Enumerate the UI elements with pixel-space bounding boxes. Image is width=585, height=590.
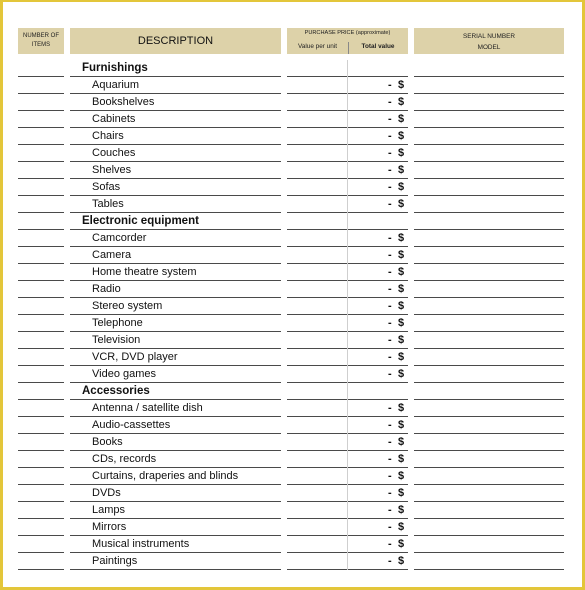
row-rule (287, 314, 347, 315)
row-rule (287, 569, 347, 570)
price-column-separator (347, 60, 348, 570)
row-rule (70, 76, 281, 77)
category-heading: Electronic equipment (82, 215, 199, 227)
row-rule (18, 416, 64, 417)
total-value-placeholder: - (388, 283, 392, 295)
row-rule (70, 552, 281, 553)
item-description: Audio-cassettes (92, 419, 171, 431)
currency-symbol: $ (398, 368, 405, 380)
currency-symbol: $ (398, 266, 405, 278)
row-rule (70, 314, 281, 315)
total-value-placeholder: - (388, 147, 392, 159)
row-rule (70, 212, 281, 213)
row-rule (18, 178, 64, 179)
row-rule (18, 161, 64, 162)
row-rule (348, 501, 408, 502)
row-rule (18, 501, 64, 502)
item-description: Bookshelves (92, 96, 155, 108)
row-rule (18, 467, 64, 468)
total-value-placeholder: - (388, 130, 392, 142)
row-rule (18, 263, 64, 264)
row-rule (287, 552, 347, 553)
total-value-placeholder: - (388, 351, 392, 363)
row-rule (287, 93, 347, 94)
row-rule (18, 535, 64, 536)
item-description: Sofas (92, 181, 121, 193)
total-value-placeholder: - (388, 79, 392, 91)
item-description: Home theatre system (92, 266, 197, 278)
item-description: CDs, records (92, 453, 157, 465)
total-value-placeholder: - (388, 555, 392, 567)
row-rule (348, 178, 408, 179)
row-rule (348, 467, 408, 468)
total-value-placeholder: - (388, 249, 392, 261)
currency-symbol: $ (398, 334, 405, 346)
row-rule (287, 178, 347, 179)
row-rule (70, 93, 281, 94)
item-description: Lamps (92, 504, 126, 516)
row-rule (414, 110, 564, 111)
row-rule (70, 569, 281, 570)
currency-symbol: $ (398, 555, 405, 567)
row-rule (18, 450, 64, 451)
row-rule (414, 195, 564, 196)
row-rule (348, 416, 408, 417)
currency-symbol: $ (398, 419, 405, 431)
row-rule (18, 144, 64, 145)
total-value-placeholder: - (388, 164, 392, 176)
row-rule (70, 263, 281, 264)
row-rule (18, 212, 64, 213)
row-rule (414, 263, 564, 264)
row-rule (287, 467, 347, 468)
row-rule (287, 229, 347, 230)
row-rule (287, 297, 347, 298)
header-purchase-price-label: PURCHASE PRICE (approximate) (304, 30, 391, 36)
total-value-placeholder: - (388, 504, 392, 516)
row-rule (414, 382, 564, 383)
row-rule (414, 484, 564, 485)
currency-symbol: $ (398, 249, 405, 261)
total-value-placeholder: - (388, 181, 392, 193)
total-value-placeholder: - (388, 402, 392, 414)
header-number-of-items (18, 28, 64, 54)
row-rule (414, 178, 564, 179)
row-rule (348, 229, 408, 230)
row-rule (348, 161, 408, 162)
total-value-placeholder: - (388, 470, 392, 482)
row-rule (348, 365, 408, 366)
item-description: Camera (92, 249, 132, 261)
row-rule (18, 518, 64, 519)
row-rule (18, 399, 64, 400)
item-description: Mirrors (92, 521, 127, 533)
row-rule (287, 280, 347, 281)
row-rule (70, 450, 281, 451)
row-rule (287, 433, 347, 434)
row-rule (287, 212, 347, 213)
currency-symbol: $ (398, 504, 405, 516)
row-rule (287, 365, 347, 366)
row-rule (70, 195, 281, 196)
row-rule (414, 280, 564, 281)
row-rule (287, 399, 347, 400)
row-rule (287, 110, 347, 111)
row-rule (414, 229, 564, 230)
total-value-placeholder: - (388, 266, 392, 278)
item-description: VCR, DVD player (92, 351, 178, 363)
total-value-placeholder: - (388, 198, 392, 210)
row-rule (348, 535, 408, 536)
item-description: Radio (92, 283, 121, 295)
row-rule (18, 433, 64, 434)
currency-symbol: $ (398, 96, 405, 108)
header-model-label: MODEL (477, 44, 501, 51)
total-value-placeholder: - (388, 317, 392, 329)
row-rule (348, 110, 408, 111)
row-rule (287, 382, 347, 383)
total-value-placeholder: - (388, 436, 392, 448)
total-value-placeholder: - (388, 419, 392, 431)
item-description: Television (92, 334, 141, 346)
item-description: Stereo system (92, 300, 163, 312)
item-description: Chairs (92, 130, 124, 142)
row-rule (348, 331, 408, 332)
header-value-per-unit: Value per unit (298, 43, 337, 50)
row-rule (70, 178, 281, 179)
row-rule (348, 280, 408, 281)
item-description: Curtains, draperies and blinds (92, 470, 239, 482)
row-rule (70, 348, 281, 349)
row-rule (18, 195, 64, 196)
row-rule (70, 433, 281, 434)
row-rule (348, 314, 408, 315)
currency-symbol: $ (398, 470, 405, 482)
currency-symbol: $ (398, 351, 405, 363)
currency-symbol: $ (398, 147, 405, 159)
row-rule (287, 246, 347, 247)
row-rule (414, 161, 564, 162)
header-total-value: Total value (361, 43, 395, 50)
row-rule (287, 76, 347, 77)
header-number-of-items-label: NUMBER OF ITEMS (23, 33, 59, 48)
row-rule (414, 144, 564, 145)
row-rule (414, 314, 564, 315)
item-description: Video games (92, 368, 157, 380)
category-heading: Accessories (82, 385, 150, 397)
row-rule (70, 229, 281, 230)
row-rule (18, 382, 64, 383)
row-rule (70, 144, 281, 145)
row-rule (414, 552, 564, 553)
row-rule (414, 518, 564, 519)
row-rule (414, 212, 564, 213)
item-description: Tables (92, 198, 124, 210)
total-value-placeholder: - (388, 232, 392, 244)
row-rule (414, 467, 564, 468)
currency-symbol: $ (398, 538, 405, 550)
header-description (70, 28, 281, 54)
row-rule (348, 552, 408, 553)
row-rule (70, 535, 281, 536)
item-description: Camcorder (92, 232, 147, 244)
row-rule (348, 518, 408, 519)
row-rule (348, 450, 408, 451)
row-rule (70, 501, 281, 502)
total-value-placeholder: - (388, 96, 392, 108)
row-rule (348, 93, 408, 94)
total-value-placeholder: - (388, 487, 392, 499)
row-rule (18, 93, 64, 94)
row-rule (348, 569, 408, 570)
row-rule (287, 127, 347, 128)
row-rule (414, 93, 564, 94)
header-description-label: DESCRIPTION (137, 35, 214, 47)
row-rule (414, 535, 564, 536)
row-rule (18, 127, 64, 128)
row-rule (287, 416, 347, 417)
row-rule (414, 365, 564, 366)
row-rule (414, 569, 564, 570)
row-rule (414, 127, 564, 128)
currency-symbol: $ (398, 232, 405, 244)
row-rule (70, 416, 281, 417)
row-rule (287, 263, 347, 264)
item-description: Antenna / satellite dish (92, 402, 203, 414)
row-rule (414, 246, 564, 247)
row-rule (70, 127, 281, 128)
row-rule (70, 110, 281, 111)
currency-symbol: $ (398, 113, 405, 125)
item-description: DVDs (92, 487, 121, 499)
currency-symbol: $ (398, 436, 405, 448)
row-rule (18, 552, 64, 553)
row-rule (70, 382, 281, 383)
currency-symbol: $ (398, 283, 405, 295)
row-rule (414, 450, 564, 451)
row-rule (348, 263, 408, 264)
header-purchase-price (287, 28, 408, 54)
row-rule (18, 314, 64, 315)
currency-symbol: $ (398, 402, 405, 414)
currency-symbol: $ (398, 521, 405, 533)
row-rule (348, 76, 408, 77)
row-rule (348, 433, 408, 434)
row-rule (70, 484, 281, 485)
row-rule (70, 331, 281, 332)
row-rule (70, 280, 281, 281)
row-rule (18, 280, 64, 281)
row-rule (70, 467, 281, 468)
row-rule (18, 365, 64, 366)
item-description: Books (92, 436, 123, 448)
row-rule (287, 331, 347, 332)
row-rule (348, 127, 408, 128)
item-description: Aquarium (92, 79, 140, 91)
currency-symbol: $ (398, 317, 405, 329)
row-rule (414, 348, 564, 349)
currency-symbol: $ (398, 130, 405, 142)
header-serial-number (414, 28, 564, 54)
row-rule (18, 76, 64, 77)
row-rule (348, 399, 408, 400)
row-rule (18, 484, 64, 485)
currency-symbol: $ (398, 300, 405, 312)
row-rule (287, 144, 347, 145)
row-rule (18, 348, 64, 349)
row-rule (414, 399, 564, 400)
currency-symbol: $ (398, 487, 405, 499)
row-rule (70, 161, 281, 162)
total-value-placeholder: - (388, 538, 392, 550)
row-rule (414, 416, 564, 417)
row-rule (287, 450, 347, 451)
row-rule (70, 246, 281, 247)
row-rule (287, 161, 347, 162)
total-value-placeholder: - (388, 453, 392, 465)
item-description: Telephone (92, 317, 143, 329)
row-rule (287, 484, 347, 485)
row-rule (414, 433, 564, 434)
row-rule (287, 195, 347, 196)
row-rule (348, 195, 408, 196)
row-rule (70, 399, 281, 400)
item-description: Cabinets (92, 113, 136, 125)
currency-symbol: $ (398, 198, 405, 210)
row-rule (18, 229, 64, 230)
row-rule (348, 297, 408, 298)
row-rule (70, 365, 281, 366)
row-rule (414, 501, 564, 502)
row-rule (348, 484, 408, 485)
total-value-placeholder: - (388, 334, 392, 346)
currency-symbol: $ (398, 453, 405, 465)
item-description: Paintings (92, 555, 138, 567)
row-rule (18, 297, 64, 298)
row-rule (348, 246, 408, 247)
row-rule (414, 76, 564, 77)
total-value-placeholder: - (388, 368, 392, 380)
currency-symbol: $ (398, 164, 405, 176)
row-rule (70, 297, 281, 298)
row-rule (287, 348, 347, 349)
currency-symbol: $ (398, 181, 405, 193)
row-rule (287, 518, 347, 519)
row-rule (414, 331, 564, 332)
row-rule (348, 382, 408, 383)
row-rule (287, 535, 347, 536)
row-rule (287, 501, 347, 502)
total-value-placeholder: - (388, 300, 392, 312)
currency-symbol: $ (398, 79, 405, 91)
row-rule (70, 518, 281, 519)
item-description: Couches (92, 147, 136, 159)
row-rule (18, 110, 64, 111)
row-rule (18, 569, 64, 570)
total-value-placeholder: - (388, 113, 392, 125)
item-description: Musical instruments (92, 538, 190, 550)
item-description: Shelves (92, 164, 132, 176)
row-rule (348, 348, 408, 349)
category-heading: Furnishings (82, 62, 148, 74)
row-rule (348, 144, 408, 145)
row-rule (348, 212, 408, 213)
header-serial-number-label: SERIAL NUMBER (463, 33, 515, 40)
row-rule (414, 297, 564, 298)
total-value-placeholder: - (388, 521, 392, 533)
row-rule (18, 331, 64, 332)
row-rule (18, 246, 64, 247)
